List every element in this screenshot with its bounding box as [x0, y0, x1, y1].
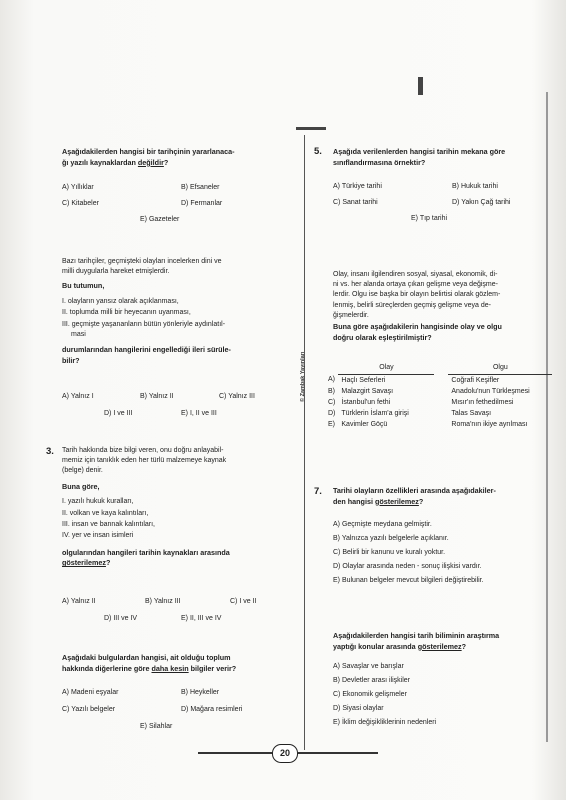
q3-option-d[interactable]: D) III ve IV [104, 615, 138, 622]
q2-passage: Bazı tarihçiler, geçmişteki olayları incelerken dini ve milli duygularla hareket etmişlerdir. [62, 258, 222, 276]
q4-option-e[interactable]: E) Silahlar [140, 723, 173, 730]
q8-option-c[interactable]: C) Ekonomik gelişmeler [333, 691, 407, 698]
q7-option-e[interactable]: E) Bulunan belgeler mevcut bilgileri değiştirebilir. [333, 577, 484, 584]
q5-option-a[interactable]: A) Türkiye tarihi [333, 183, 382, 190]
q1-option-a[interactable]: A) Yıllıklar [62, 184, 94, 191]
q8-option-a[interactable]: A) Savaşlar ve barışlar [333, 663, 404, 670]
q6-option-row[interactable]: E) Kavimler Göçü Roma'nın ikiye ayrılması [328, 420, 528, 428]
publisher-label: © Zambak Yayınları [300, 351, 306, 402]
q4-option-a[interactable]: A) Madeni eşyalar [62, 689, 119, 696]
page-number: 20 [272, 744, 298, 763]
q6-passage: Olay, insanı ilgilendiren sosyal, siyasal, ekonomik, di- ni vs. her alanda ortaya çıkan gelişme veya değişme- lerdir. Olgu ise başka bir olayın belirtisi olarak gözlem- lenmiş, belirli süreçlerden geçmiş gelişme veya de- ğişmelerdir. [333, 271, 501, 319]
q8-option-e[interactable]: E) İklim değişikliklerinin nedenleri [333, 719, 437, 726]
q3-number: 3. [46, 446, 54, 457]
q6-option-row[interactable]: C) İstanbul'un fethi Mısır'ın fethedilmesi [328, 398, 514, 406]
question-1-stem: Aşağıdakilerden hangisi bir tarihçinin yararlanaca- ğı yazılı kaynaklardan değildir? [62, 147, 235, 167]
question-5-stem: Aşağıda verilenlerden hangisi tarihin mekana göre sınıflandırmasına örnektir? [333, 147, 506, 167]
question-3 [62, 446, 294, 569]
q5-option-d[interactable]: D) Yakın Çağ tarihi [452, 199, 511, 206]
q3-option-c[interactable]: C) I ve II [230, 598, 257, 605]
q3-question: olgularından hangileri tarihin kaynakları arasında gösterilemez? [62, 547, 230, 568]
q8-option-d[interactable]: D) Siyasi olaylar [333, 705, 384, 712]
q5-option-c[interactable]: C) Sanat tarihi [333, 199, 378, 206]
header-rule [296, 127, 326, 130]
q6-option-row[interactable]: A) Haçlı Seferleri Coğrafi Keşifler [328, 376, 500, 384]
q5-option-e[interactable]: E) Tıp tarihi [411, 215, 448, 222]
scan-mark [418, 77, 423, 95]
question-7-stem: Tarihi olayların özellikleri arasında aşağıdakiler- den hangisi gösterilemez? [333, 486, 496, 506]
q3-items: I. yazılı hukuk kuralları, II. volkan ve kaya kalıntıları, III. insan ve bannak kalıntıları, IV. yer ve insan isimleri [62, 498, 155, 540]
footer-rule-left [198, 752, 272, 754]
question-6 [333, 270, 545, 343]
q2-lead: Bu tutumun, [62, 281, 105, 291]
q1-option-d[interactable]: D) Fermanlar [181, 200, 223, 207]
q2-items: I. olayların yansız olarak açıklanması, II. toplumda milli bir heyecanın uyanması, III. geçmişte yaşananların bütün yönleriyle aydınlatıl- masi [62, 298, 226, 339]
q6-options-table [325, 363, 552, 430]
q3-option-e[interactable]: E) II, III ve IV [181, 615, 222, 622]
q2-question: durumlarından hangilerini engellediği ileri sürüle- bilir? [62, 345, 231, 365]
footer-rule-right [298, 752, 378, 754]
q7-option-a[interactable]: A) Geçmişte meydana gelmiştir. [333, 521, 432, 528]
q3-option-a[interactable]: A) Yalnız II [62, 598, 96, 605]
q1-option-b[interactable]: B) Efsaneler [181, 184, 220, 191]
q3-option-b[interactable]: B) Yalnız III [145, 598, 181, 605]
q2-option-b[interactable]: B) Yalnız II [140, 393, 174, 400]
q4-option-b[interactable]: B) Heykeller [181, 689, 220, 696]
q6-option-row[interactable]: D) Türklerin İslam'a girişi Talas Savaşı [328, 409, 492, 417]
q7-option-d[interactable]: D) Olaylar arasında neden - sonuç ilişkisi vardır. [333, 563, 482, 570]
q3-lead: Buna göre, [62, 481, 100, 491]
question-4-stem: Aşağıdaki bulgulardan hangisi, ait olduğu toplum hakkında diğerlerine göre daha kesin bilgiler verir? [62, 653, 237, 673]
q5-number: 5. [314, 146, 322, 157]
q1-option-c[interactable]: C) Kitabeler [62, 200, 99, 207]
q6-question: Buna göre aşağıdakilerin hangisinde olay ve olgu doğru olarak eşleştirilmiştir? [333, 322, 502, 342]
column-divider [304, 135, 305, 750]
q5-option-b[interactable]: B) Hukuk tarihi [452, 183, 498, 190]
question-8-stem: Aşağıdakilerden hangisi tarih biliminin araştırma yaptığı konular arasında gösterilemez? [333, 631, 500, 651]
q4-option-d[interactable]: D) Mağara resimleri [181, 706, 243, 713]
q4-option-c[interactable]: C) Yazılı belgeler [62, 706, 116, 713]
q8-option-b[interactable]: B) Devletler arası ilişkiler [333, 677, 411, 684]
q7-number: 7. [314, 486, 322, 497]
q1-option-e[interactable]: E) Gazeteler [140, 216, 180, 223]
q2-option-a[interactable]: A) Yalnız I [62, 393, 94, 400]
col-header-olay: Olay [338, 363, 434, 374]
q2-option-c[interactable]: C) Yalnız III [219, 393, 255, 400]
q2-option-d[interactable]: D) I ve III [104, 410, 133, 417]
question-2 [62, 257, 292, 366]
q7-option-c[interactable]: C) Belirli bir kanunu ve kuralı yoktur. [333, 549, 446, 556]
q6-option-row[interactable]: B) Malazgirt Savaşı Anadolu'nun Türkleşmesi [328, 387, 530, 395]
q7-option-b[interactable]: B) Yalnızca yazılı belgelerle açıklanır. [333, 535, 449, 542]
col-header-olgu: Olgu [448, 363, 552, 374]
q2-option-e[interactable]: E) I, II ve III [181, 410, 217, 417]
q3-passage: Tarih hakkında bize bilgi veren, onu doğru anlayabil- memiz için tanıklık eden her türlü malzemeye kaynak (belge) denir. [62, 447, 227, 475]
